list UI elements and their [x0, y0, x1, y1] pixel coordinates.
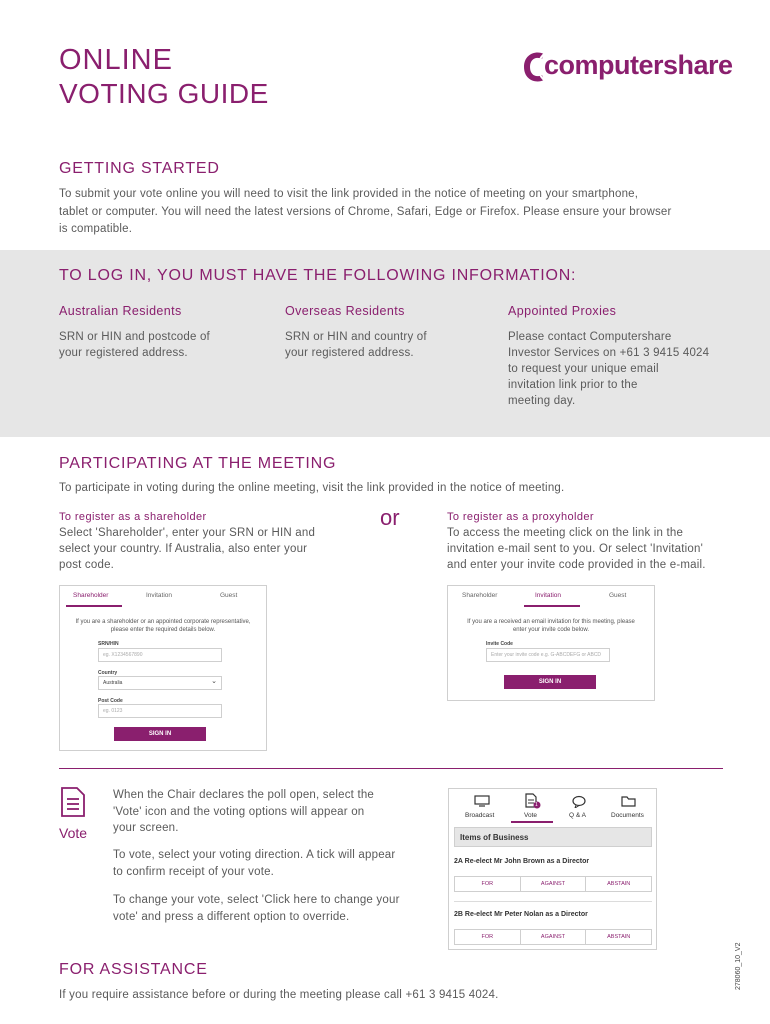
overseas-residents-column: Overseas Residents SRN or HIN and country of your registered address. [285, 304, 495, 361]
proxy-note: If you are a received an email invitation for this meeting, please enter your invite code below. [467, 619, 635, 633]
tab-guest[interactable]: Guest [609, 592, 627, 599]
tab-invitation[interactable]: Invitation [146, 592, 173, 599]
srn-input[interactable]: eg. X1234567890 [98, 648, 222, 662]
nav-vote[interactable]: Vote [524, 812, 538, 819]
items-of-business-header: Items of Business [454, 827, 652, 847]
vote-document-icon [524, 793, 542, 809]
or-separator: or [380, 505, 400, 530]
shareholder-instructions: To register as a shareholder Select 'Shareholder', enter your SRN or HIN and select your country. If Australia, also enter your post code. [59, 511, 316, 571]
vote-instructions-3: To change your vote, select 'Click here to change your vote' and press a different option to override. [113, 894, 400, 923]
country-label: Country [98, 670, 118, 676]
column-title: Appointed Proxies [508, 304, 617, 318]
guide-title-line1: ONLINE [59, 44, 173, 76]
appointed-proxies-column: Appointed Proxies Please contact Computershare Investor Services on +61 3 9415 4024 to request your unique email invitation link prior to the meeting day. [508, 304, 738, 409]
resolution-2b-options [454, 929, 652, 945]
document-code: 278060_10_V2 [735, 942, 742, 990]
proxy-sign-in-button[interactable]: SIGN IN [504, 675, 596, 689]
nav-qa[interactable]: Q & A [569, 812, 586, 819]
assistance-heading: FOR ASSISTANCE [59, 961, 208, 978]
section-divider [59, 768, 723, 769]
getting-started-text: To submit your vote online you will need to visit the link provided in the notice of meeting on your smartphone, tablet or computer. You will need the latest versions of Chrome, Safari, Edge or Firefox. Please ensure your browser is compatible. [59, 188, 672, 235]
vote-for-button[interactable]: FOR [455, 877, 521, 891]
login-info-heading: TO LOG IN, YOU MUST HAVE THE FOLLOWING INFORMATION: [59, 267, 577, 284]
tab-shareholder[interactable]: Shareholder [73, 592, 109, 599]
resolution-2a-title: 2A Re-elect Mr John Brown as a Director [454, 858, 590, 865]
postcode-label: Post Code [98, 698, 123, 704]
shareholder-note: If you are a shareholder or an appointed corporate representative, please enter the required details below. [75, 619, 251, 633]
shareholder-login-card [59, 585, 267, 751]
tab-guest[interactable]: Guest [220, 592, 238, 599]
proxyholder-instructions: To register as a proxyholder To access the meeting click on the link in the invitation e-mail sent to you. Or select 'Invitation' and enter your invite code provided in the e-mail. [447, 511, 706, 571]
vote-for-button[interactable]: FOR [455, 930, 521, 944]
resolution-2a-options [454, 876, 652, 892]
vote-abstain-button[interactable]: ABSTAIN [607, 934, 631, 940]
guide-title-line2: VOTING GUIDE [59, 78, 269, 109]
assistance-text: If you require assistance before or during the meeting please call +61 3 9415 4024. [59, 989, 499, 1001]
resolution-divider [454, 901, 652, 902]
resolution-2b-title: 2B Re-elect Mr Peter Nolan as a Director [454, 911, 588, 918]
tab-shareholder[interactable]: Shareholder [462, 592, 498, 599]
vote-abstain-button[interactable]: ABSTAIN [607, 881, 631, 887]
country-select[interactable]: Australia ⌄ [98, 676, 222, 690]
nav-broadcast[interactable]: Broadcast [465, 812, 495, 819]
vote-document-icon [60, 787, 86, 817]
tab-invitation[interactable]: Invitation [535, 592, 562, 599]
proxyholder-login-card [447, 585, 655, 701]
postcode-input[interactable]: eg. 0123 [98, 704, 222, 718]
vote-instructions-1: When the Chair declares the poll open, select the 'Vote' icon and the voting options will appear on your screen. [113, 789, 375, 834]
getting-started-heading: GETTING STARTED [59, 160, 220, 177]
nav-documents[interactable]: Documents [611, 812, 644, 819]
shareholder-sign-in-button[interactable]: SIGN IN [114, 727, 206, 741]
column-title: Overseas Residents [285, 304, 405, 318]
active-nav-underline [511, 821, 553, 823]
vote-against-button[interactable]: AGAINST [521, 930, 587, 944]
srn-label: SRN/HIN [98, 641, 119, 647]
speech-bubble-icon [571, 795, 587, 808]
vote-badge: 1 [535, 802, 538, 808]
vote-icon-label: Vote [59, 825, 88, 841]
australian-residents-column: Australian Residents SRN or HIN and postcode of your registered address. [59, 304, 269, 361]
column-title: Australian Residents [59, 304, 182, 318]
active-tab-underline [66, 605, 122, 607]
invite-code-input[interactable]: Enter your invite code e.g. G-ABCDEFG or ABCD [486, 648, 610, 662]
participating-intro: To participate in voting during the online meeting, visit the link provided in the notice of meeting. [59, 482, 565, 494]
voting-panel [448, 788, 657, 950]
vote-instructions-2: To vote, select your voting direction. A tick will appear to confirm receipt of your vote. [113, 849, 396, 878]
active-tab-underline [524, 605, 580, 607]
vote-against-button[interactable]: AGAINST [521, 877, 587, 891]
chevron-down-icon: ⌄ [211, 678, 217, 685]
computershare-logo: computershare [544, 50, 733, 80]
participating-heading: PARTICIPATING AT THE MEETING [59, 455, 337, 472]
invite-code-label: Invite Code [486, 641, 513, 647]
folder-icon [621, 795, 637, 807]
monitor-icon [474, 795, 490, 807]
